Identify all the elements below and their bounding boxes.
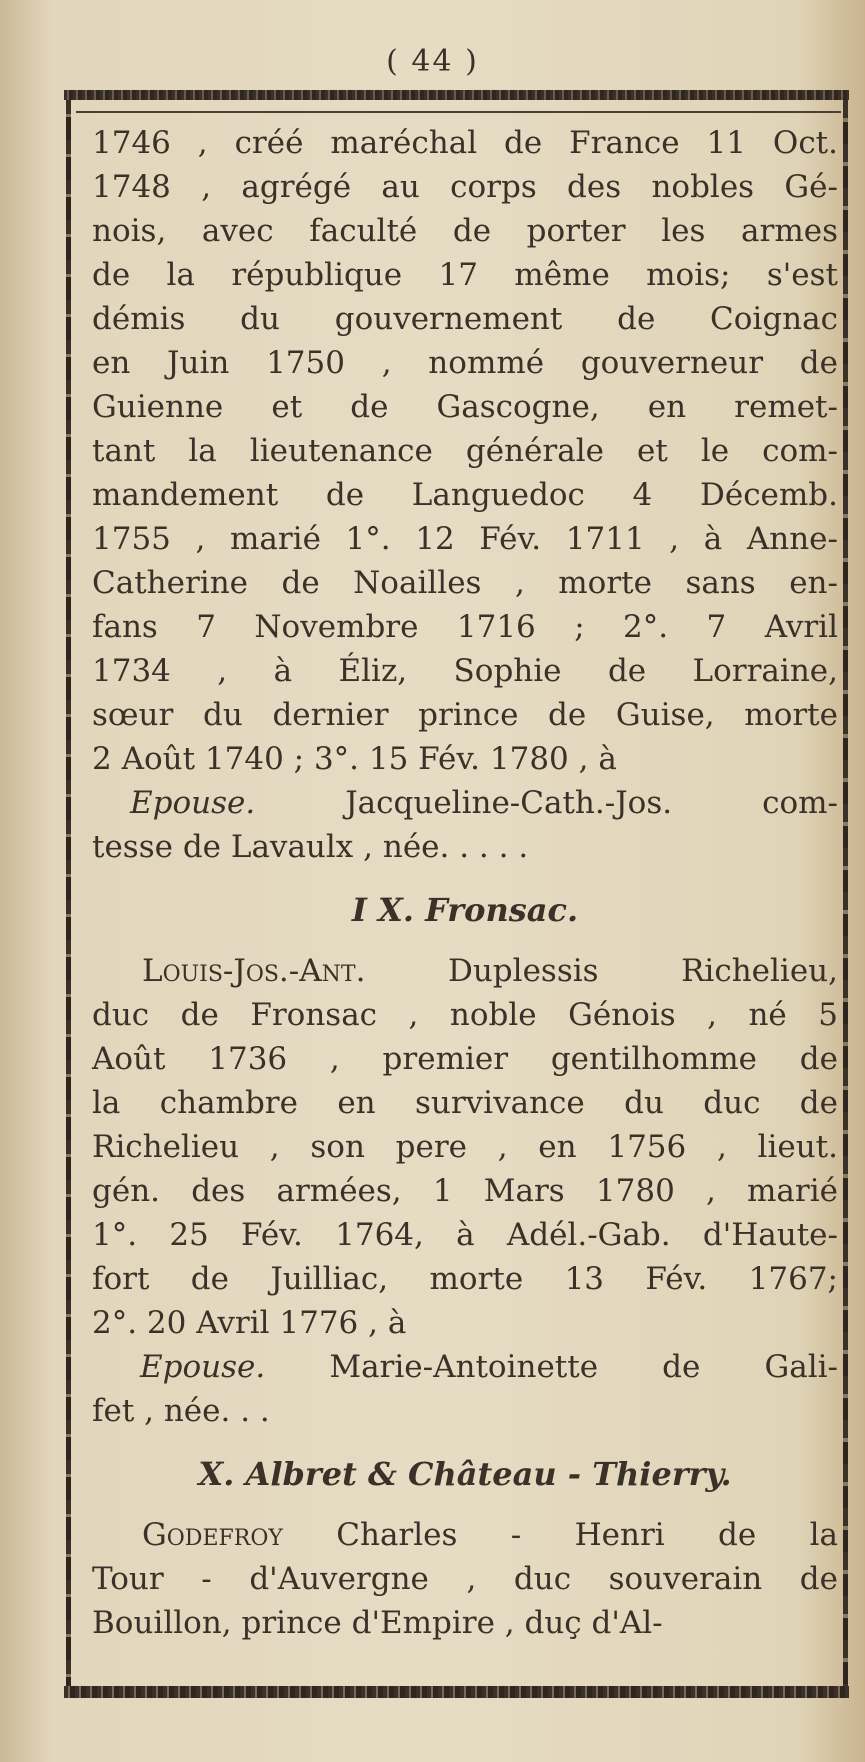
ornamental-rule-top [64, 90, 849, 100]
section-heading: X. Albret & Château - Thierry. [198, 1455, 732, 1493]
text-line: 2 Août 1740 ; 3°. 15 Fév. 1780 , à [92, 741, 617, 777]
epouse-text: Marie-Antoinette de Gali- [329, 1349, 839, 1385]
text-line: 1755 , marié 1°. 12 Fév. 1711 , à Anne- [92, 521, 838, 557]
border-left [66, 100, 71, 1686]
text-line: Bouillon, prince d'Empire , duç d'Al- [92, 1605, 663, 1641]
text-line: démis du gouvernement de Coignac [92, 301, 838, 337]
thin-rule-top [76, 111, 841, 113]
page-number: ( 44 ) [386, 44, 479, 79]
epouse-label: Epouse. [130, 785, 256, 821]
text-line [142, 1517, 839, 1553]
epouse-line [140, 1349, 839, 1385]
text-line [142, 953, 839, 989]
text-line: 1748 , agrégé au corps des nobles Gé- [92, 169, 838, 205]
text-line: tant la lieutenance générale et le com- [92, 433, 838, 469]
text-line: Guienne et de Gascogne, en remet- [92, 389, 838, 425]
text-line: fort de Juilliac, morte 13 Fév. 1767; [92, 1261, 838, 1297]
text-line: nois, avec faculté de porter les armes [92, 213, 838, 249]
text-line: tesse de Lavaulx , née. . . . . [92, 829, 529, 865]
ornamental-rule-bottom [64, 1686, 849, 1698]
entry-text: Charles - Henri de la [336, 1517, 839, 1553]
epouse-label: Epouse. [140, 1349, 266, 1385]
text-line: 1746 , créé maréchal de France 11 Oct. [92, 125, 838, 161]
text-line: mandement de Languedoc 4 Décemb. [92, 477, 838, 513]
text-line: duc de Fronsac , noble Génois , né 5 [92, 997, 838, 1033]
text-line: la chambre en survivance du duc de [92, 1085, 838, 1121]
text-line: gén. des armées, 1 Mars 1780 , marié [92, 1173, 838, 1209]
entry-name: Godefroy [142, 1517, 283, 1553]
section-heading: I X. Fronsac. [351, 891, 579, 929]
text-line: en Juin 1750 , nommé gouverneur de [92, 345, 838, 381]
text-line: Août 1736 , premier gentilhomme de [92, 1041, 838, 1077]
text-line: 1°. 25 Fév. 1764, à Adél.-Gab. d'Haute- [92, 1217, 838, 1253]
epouse-line [130, 785, 838, 821]
text-line: fet , née. . . [92, 1393, 270, 1429]
border-right [843, 100, 848, 1686]
text-line: Tour - d'Auvergne , duc souverain de [92, 1561, 838, 1597]
text-line: Richelieu , son pere , en 1756 , lieut. [92, 1129, 838, 1165]
text-line: Catherine de Noailles , morte sans en- [92, 565, 838, 601]
entry-text: Duplessis Richelieu, [447, 953, 839, 989]
epouse-text: Jacqueline-Cath.-Jos. com- [345, 785, 838, 821]
text-line: sœur du dernier prince de Guise, morte [92, 697, 838, 733]
text-line: 1734 , à Éliz, Sophie de Lorraine, [92, 653, 838, 689]
text-line: de la république 17 même mois; s'est [92, 257, 838, 293]
text-line: fans 7 Novembre 1716 ; 2°. 7 Avril [92, 609, 838, 645]
entry-name: Louis-Jos.-Ant. [142, 953, 366, 989]
text-line: 2°. 20 Avril 1776 , à [92, 1305, 407, 1341]
